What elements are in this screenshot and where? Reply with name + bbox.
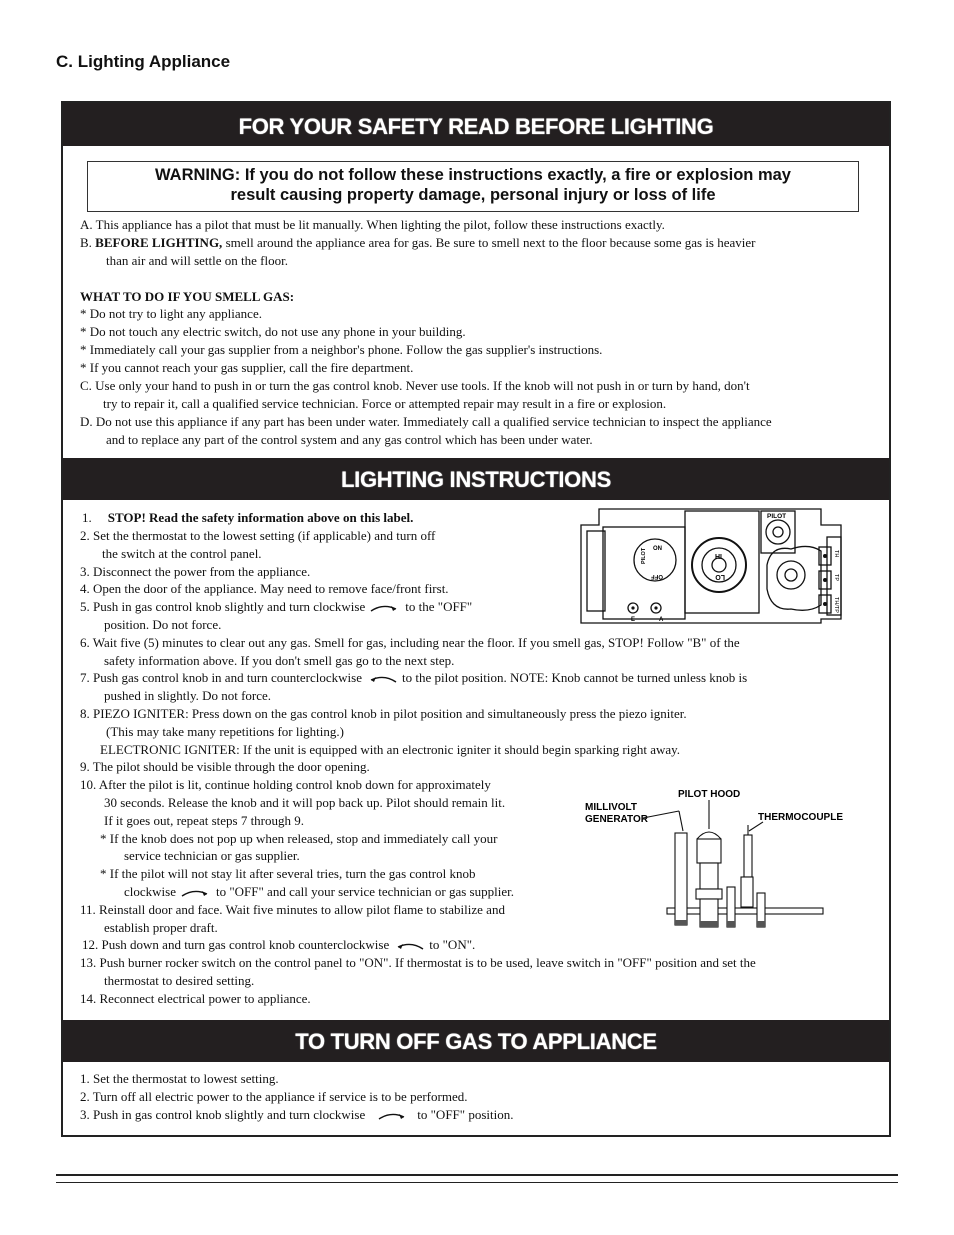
- safety-item-b-bold: BEFORE LIGHTING,: [95, 235, 223, 250]
- safety-item-b-prefix: B.: [80, 235, 96, 250]
- step-7-text-b: to the pilot position. NOTE: Knob cannot be turned unless knob is: [401, 670, 748, 685]
- step-12-text-b: to "ON".: [429, 937, 476, 952]
- clockwise-arrow-icon: [180, 888, 212, 898]
- step-12-text-a: 12. Push down and turn gas control knob counterclockwise: [82, 937, 390, 952]
- safety-item-c-line2: try to repair it, call a qualified service technician. Force or attempted repair may result in a fire or explosion.: [103, 396, 667, 411]
- smell-item: * If you cannot reach your gas supplier, call the fire department.: [80, 360, 414, 375]
- turn-off-step-3: [80, 1106, 513, 1124]
- safety-item-b-rest: smell around the appliance area for gas. Be sure to smell next to the floor because some gas is heavier: [222, 235, 756, 250]
- section-title: C. Lighting Appliance: [56, 52, 231, 71]
- step-1: [82, 509, 413, 527]
- step-10-line3: If it goes out, repeat steps 7 through 9.: [104, 813, 305, 828]
- counterclockwise-arrow-icon: [366, 674, 398, 684]
- safety-item-d-line1: D. Do not use this appliance if any part has been under water. Immediately call a qualified service technician to inspect the appliance: [80, 414, 772, 429]
- turn-off-heading-band: [63, 1020, 889, 1062]
- thermocouple-label: THERMOCOUPLE: [758, 812, 843, 823]
- step-2-line2: the switch at the control panel.: [102, 546, 262, 561]
- safety-heading: FOR YOUR SAFETY READ BEFORE LIGHTING: [238, 114, 714, 139]
- step-5-line2: position. Do not force.: [104, 617, 222, 632]
- pilot-assembly-diagram: [583, 787, 863, 933]
- bottom-rule: [56, 1174, 898, 1183]
- turn-off-heading: TO TURN OFF GAS TO APPLIANCE: [295, 1029, 657, 1054]
- valve-e-label: E: [631, 617, 636, 623]
- step-8-line3: ELECTRONIC IGNITER: If the unit is equipped with an electronic igniter it should begin sparking right away.: [100, 742, 681, 757]
- step-10-note2-line1: * If the pilot will not stay lit after several tries, turn the gas control knob: [100, 866, 476, 881]
- step-2-line1: 2. Set the thermostat to the lowest setting (if applicable) and turn off: [80, 528, 436, 543]
- safety-item-b: [80, 234, 756, 252]
- safety-item-b-line2: than air and will settle on the floor.: [106, 253, 288, 268]
- turn-off-step-3-text-b: to "OFF" position.: [417, 1107, 514, 1122]
- step-5-line1: [80, 598, 472, 616]
- clockwise-arrow-icon: [377, 1111, 409, 1121]
- step-1-text: STOP! Read the safety information above on this label.: [107, 510, 414, 525]
- step-10-note2-text-a: clockwise: [124, 884, 176, 899]
- smell-gas-heading: WHAT TO DO IF YOU SMELL GAS:: [80, 289, 295, 304]
- valve-thtp-label: TH/TP: [833, 597, 839, 613]
- step-13-line1: 13. Push burner rocker switch on the control panel to "ON". If thermostat is to be used, leave switch in "OFF" position and set the: [80, 955, 756, 970]
- smell-item: * Do not touch any electric switch, do not use any phone in your building.: [80, 324, 466, 339]
- step-10-line1: 10. After the pilot is lit, continue holding control knob down for approximately: [80, 777, 491, 792]
- step-10-note2-line2: [124, 883, 514, 901]
- step-11-line1: 11. Reinstall door and face. Wait five minutes to allow pilot flame to stabilize and: [80, 902, 505, 917]
- safety-item-d-line2: and to replace any part of the control system and any gas control which has been under water.: [106, 432, 593, 447]
- step-7-line1: [80, 669, 747, 687]
- lighting-heading-band: [63, 458, 889, 500]
- warning-line-1: WARNING: If you do not follow these instructions exactly, a fire or explosion may: [155, 166, 791, 184]
- smell-item: * Immediately call your gas supplier from a neighbor's phone. Follow the gas supplier's instructions.: [80, 342, 603, 357]
- valve-off-label: OFF: [651, 573, 663, 579]
- step-10-line2: 30 seconds. Release the knob and it will pop back up. Pilot should remain lit.: [104, 795, 506, 810]
- valve-on-label: ON: [653, 546, 662, 552]
- step-8-line1: 8. PIEZO IGNITER: Press down on the gas control knob in pilot position and simultaneously press the piezo igniter.: [80, 706, 687, 721]
- step-1-number: 1.: [82, 510, 92, 525]
- warning-box: [87, 161, 859, 212]
- millivolt-label-line2: GENERATOR: [585, 814, 648, 825]
- step-7-line2: pushed in slightly. Do not force.: [104, 688, 272, 703]
- valve-pilot-dial-label: PILOT: [641, 547, 647, 564]
- step-5-text-a: 5. Push in gas control knob slightly and turn clockwise: [80, 599, 366, 614]
- millivolt-label-line1: MILLIVOLT: [585, 802, 638, 813]
- step-10-note1-line1: * If the knob does not pop up when released, stop and immediately call your: [100, 831, 498, 846]
- step-13-line2: thermostat to desired setting.: [104, 973, 255, 988]
- step-7-text-a: 7. Push gas control knob in and turn counterclockwise: [80, 670, 362, 685]
- counterclockwise-arrow-icon: [393, 941, 425, 951]
- gas-valve-diagram: [577, 505, 843, 625]
- valve-th-label: TH: [833, 550, 839, 558]
- step-9: 9. The pilot should be visible through the door opening.: [80, 759, 370, 774]
- valve-tp-label: TP: [833, 574, 839, 582]
- turn-off-step-1: 1. Set the thermostat to lowest setting.: [80, 1071, 279, 1086]
- safety-heading-band: [63, 103, 889, 146]
- lighting-heading: LIGHTING INSTRUCTIONS: [341, 467, 611, 492]
- smell-item: * Do not try to light any appliance.: [80, 306, 262, 321]
- step-6-line2: safety information above. If you don't smell gas go to the next step.: [104, 653, 455, 668]
- turn-off-step-2: 2. Turn off all electric power to the appliance if service is to be performed.: [80, 1089, 468, 1104]
- step-12: [82, 936, 475, 954]
- safety-item-a: A. This appliance has a pilot that must be lit manually. When lighting the pilot, follow these instructions exactly.: [80, 217, 665, 232]
- step-8-line2: (This may take many repetitions for lighting.): [106, 724, 344, 739]
- step-14: 14. Reconnect electrical power to appliance.: [80, 991, 311, 1006]
- valve-pilot-label: PILOT: [767, 513, 787, 520]
- step-10-note2-text-b: to "OFF" and call your service technician or gas supplier.: [215, 884, 514, 899]
- clockwise-arrow-icon: [369, 603, 401, 613]
- step-4: 4. Open the door of the appliance. May need to remove face/front first.: [80, 581, 449, 596]
- step-10-note1-line2: service technician or gas supplier.: [124, 848, 300, 863]
- step-11-line2: establish proper draft.: [104, 920, 218, 935]
- warning-line-2: result causing property damage, personal injury or loss of life: [230, 186, 716, 204]
- step-5-text-b: to the "OFF": [405, 599, 473, 614]
- safety-item-c-line1: C. Use only your hand to push in or turn the gas control knob. Never use tools. If the knob will not push in or turn by hand, don't: [80, 378, 750, 393]
- step-3: 3. Disconnect the power from the appliance.: [80, 564, 311, 579]
- valve-lo-label: LO: [715, 573, 725, 580]
- step-6-line1: 6. Wait five (5) minutes to clear out any gas. Smell for gas, including near the floor. If you smell gas, STOP! Follow "B" of the: [80, 635, 740, 650]
- safety-label-box: [61, 101, 891, 1137]
- valve-a-label: A: [659, 617, 664, 623]
- pilot-hood-label: PILOT HOOD: [678, 789, 741, 800]
- turn-off-step-3-text-a: 3. Push in gas control knob slightly and turn clockwise: [80, 1107, 366, 1122]
- valve-hi-label: HI: [715, 554, 722, 561]
